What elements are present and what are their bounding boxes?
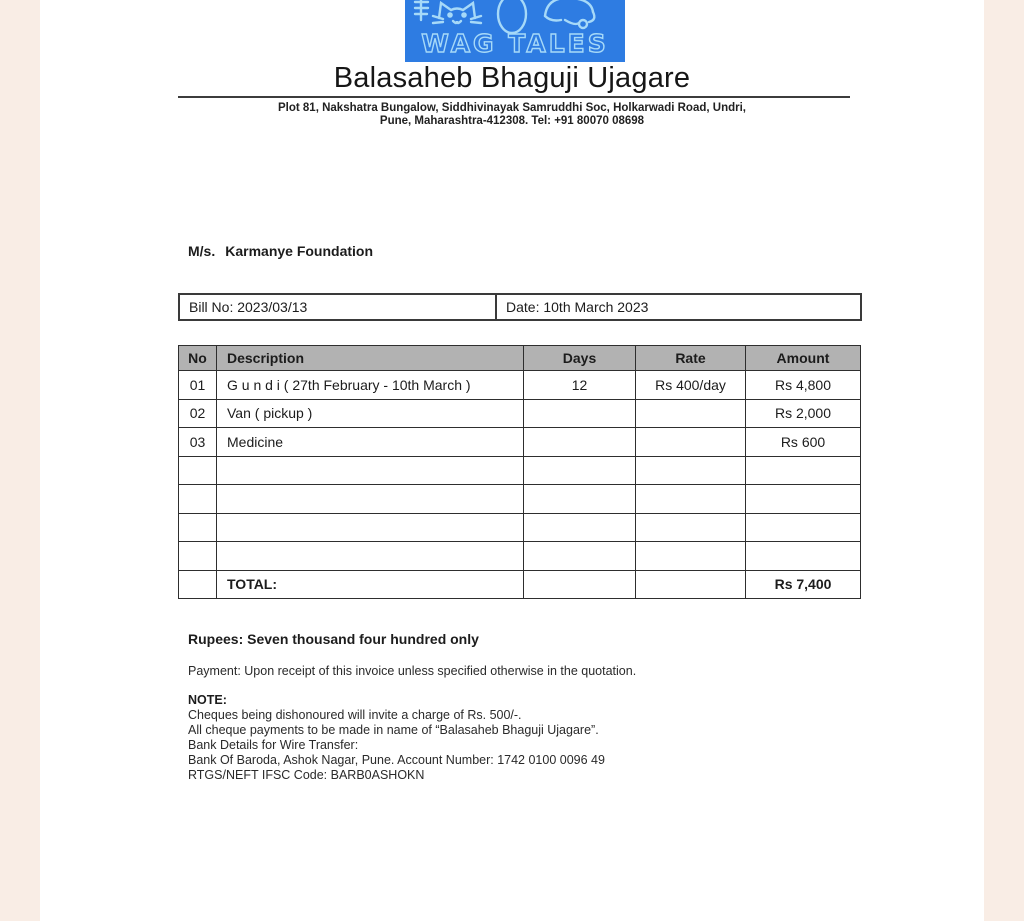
note-heading: NOTE: (188, 693, 227, 707)
client-name-line (188, 243, 373, 259)
bill-no-cell: Bill No: 2023/03/13 (179, 294, 496, 320)
rupees-in-words: Rupees: Seven thousand four hundred only (188, 631, 479, 647)
table-row (179, 428, 861, 457)
cell-no (179, 456, 217, 485)
cell-days (524, 513, 636, 542)
table-row (179, 399, 861, 428)
total-amount: Rs 7,400 (746, 570, 861, 599)
cell-description (217, 485, 524, 514)
cell-amount (746, 485, 861, 514)
header-divider (178, 96, 850, 98)
table-row-empty (179, 485, 861, 514)
cell-rate (636, 513, 746, 542)
cell-no (179, 570, 217, 599)
cell-no (179, 542, 217, 571)
cell-days (524, 485, 636, 514)
table-row-empty (179, 513, 861, 542)
note-line: All cheque payments to be made in name of “Balasaheb Bhaguji Ujagare”. (188, 723, 599, 737)
note-section (188, 693, 605, 783)
cell-amount (746, 456, 861, 485)
col-header-days: Days (524, 346, 636, 371)
total-label: TOTAL: (217, 570, 524, 599)
address-line-2: Pune, Maharashtra-412308. Tel: +91 80070 08698 (379, 115, 645, 127)
table-row-empty (179, 542, 861, 571)
items-table (178, 345, 861, 599)
cell-rate (636, 428, 746, 457)
client-label: M/s. (188, 243, 216, 259)
cell-rate (636, 399, 746, 428)
note-line: Bank Details for Wire Transfer: (188, 738, 359, 752)
cell-no (179, 513, 217, 542)
table-row-empty (179, 456, 861, 485)
note-line: RTGS/NEFT IFSC Code: BARB0ASHOKN (188, 768, 425, 782)
cell-amount: Rs 2,000 (746, 399, 861, 428)
cell-description (217, 456, 524, 485)
note-line: Bank Of Baroda, Ashok Nagar, Pune. Account Number: 1742 0100 0096 49 (188, 753, 605, 767)
cell-description: G u n d i ( 27th February - 10th March ) (217, 371, 524, 400)
cell-rate (636, 456, 746, 485)
cell-days (524, 542, 636, 571)
cell-rate (636, 485, 746, 514)
bill-info-table (178, 293, 862, 321)
total-row (179, 570, 861, 599)
cell-amount (746, 513, 861, 542)
col-header-no: No (179, 346, 217, 371)
cell-rate (636, 542, 746, 571)
cell-no: 02 (179, 399, 217, 428)
cell-days (524, 399, 636, 428)
cell-no: 03 (179, 428, 217, 457)
col-header-description: Description (217, 346, 524, 371)
cell-description (217, 513, 524, 542)
note-line: Cheques being dishonoured will invite a charge of Rs. 500/-. (188, 708, 522, 722)
cell-amount: Rs 600 (746, 428, 861, 457)
cell-description (217, 542, 524, 571)
cell-rate: Rs 400/day (636, 371, 746, 400)
wagtales-logo-graphic (405, 0, 625, 62)
cell-days (524, 570, 636, 599)
bill-date-cell: Date: 10th March 2023 (496, 294, 861, 320)
payment-terms: Payment: Upon receipt of this invoice unless specified otherwise in the quotation. (188, 664, 637, 678)
cell-days (524, 456, 636, 485)
business-name-title: Balasaheb Bhaguji Ujagare (333, 62, 691, 94)
wagtales-logo (405, 0, 625, 62)
cell-description: Van ( pickup ) (217, 399, 524, 428)
cell-amount (746, 542, 861, 571)
address-line-1: Plot 81, Nakshatra Bungalow, Siddhivinayak Samruddhi Soc, Holkarwadi Road, Undri, (278, 102, 746, 114)
cell-days: 12 (524, 371, 636, 400)
cell-description: Medicine (217, 428, 524, 457)
logo-wordmark: WAG TALES (421, 29, 609, 58)
cell-no (179, 485, 217, 514)
cell-no: 01 (179, 371, 217, 400)
table-row (179, 371, 861, 400)
cell-days (524, 428, 636, 457)
client-name: Karmanye Foundation (225, 243, 374, 259)
business-address (0, 102, 1024, 128)
items-header-row (179, 346, 861, 371)
col-header-rate: Rate (636, 346, 746, 371)
cell-amount: Rs 4,800 (746, 371, 861, 400)
cell-rate (636, 570, 746, 599)
col-header-amount: Amount (746, 346, 861, 371)
